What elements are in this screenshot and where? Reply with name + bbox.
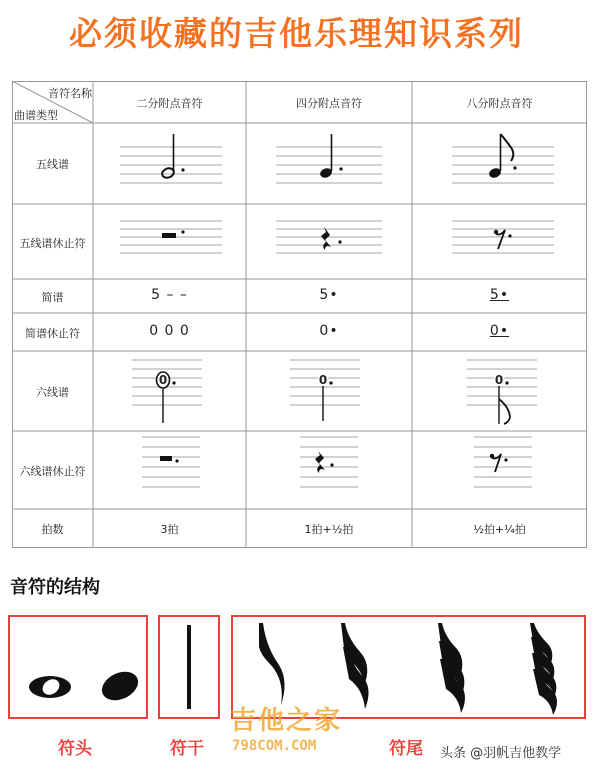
- row-label-staff-rest: 五线谱休止符: [19, 237, 86, 250]
- dotted-eighth-note-icon: [488, 134, 517, 179]
- watermark-name: 吉他之家: [230, 706, 343, 736]
- corner-header-notation-type: 曲谱类型: [14, 109, 58, 122]
- table-grid: [12, 81, 587, 548]
- row-label-staff: 五线谱: [36, 158, 69, 171]
- label-note-stem: 符干: [170, 739, 204, 759]
- beats-dotted-eighth: ½拍+¼拍: [473, 523, 526, 536]
- label-note-head: 符头: [58, 739, 92, 759]
- beats-dotted-quarter: 1拍+½拍: [304, 523, 354, 536]
- note-stem-box: [158, 615, 220, 719]
- jianpu-rest-dotted-half: 0 0 0: [149, 323, 190, 339]
- tab-fret-dotted-quarter: 0: [318, 373, 328, 387]
- page-title: 必须收藏的吉他乐理知识系列: [69, 14, 524, 53]
- row-label-tab: 六线谱: [36, 386, 69, 399]
- row-label-tab-rest: 六线谱休止符: [19, 465, 86, 478]
- jianpu-rest-dotted-quarter: 0•: [319, 323, 339, 339]
- jianpu-dotted-half: 5 – –: [151, 287, 188, 303]
- dotted-half-note-icon: [161, 134, 185, 179]
- column-header-dotted-quarter: 四分附点音符: [296, 97, 362, 110]
- eighth-rest-icon: [494, 230, 512, 249]
- tab-fret-dotted-eighth: 0: [494, 373, 504, 387]
- tab-eighth-rest-icon: [490, 454, 508, 472]
- quarter-rest-icon: [321, 227, 342, 250]
- watermark-url: 798COM.COM: [232, 738, 317, 754]
- note-heads-icon: [10, 617, 146, 717]
- dotted-quarter-note-icon: [319, 134, 343, 179]
- column-header-dotted-half: 二分附点音符: [136, 97, 203, 110]
- note-stem-icon: [160, 617, 218, 717]
- jianpu-dotted-quarter: 5•: [319, 287, 339, 303]
- structure-heading: 音符的结构: [10, 577, 100, 598]
- column-header-dotted-eighth: 八分附点音符: [466, 97, 533, 110]
- corner-header-note-name: 音符名称: [48, 87, 92, 100]
- beats-dotted-half: 3拍: [160, 523, 179, 536]
- tab-fret-dotted-half: 0: [158, 373, 168, 387]
- label-note-flag: 符尾: [389, 739, 423, 759]
- row-label-beats: 拍数: [41, 523, 64, 536]
- jianpu-rest-dotted-eighth: 0•: [489, 323, 510, 339]
- row-label-jianpu: 简谱: [41, 291, 64, 304]
- tab-quarter-rest-icon: [315, 451, 334, 473]
- author-credit: 头条 @羽帆吉他教学: [440, 746, 562, 761]
- row-label-jianpu-rest: 简谱休止符: [25, 327, 80, 340]
- jianpu-dotted-eighth: 5•: [489, 287, 510, 303]
- notation-table: [12, 81, 587, 548]
- note-head-box: [8, 615, 148, 719]
